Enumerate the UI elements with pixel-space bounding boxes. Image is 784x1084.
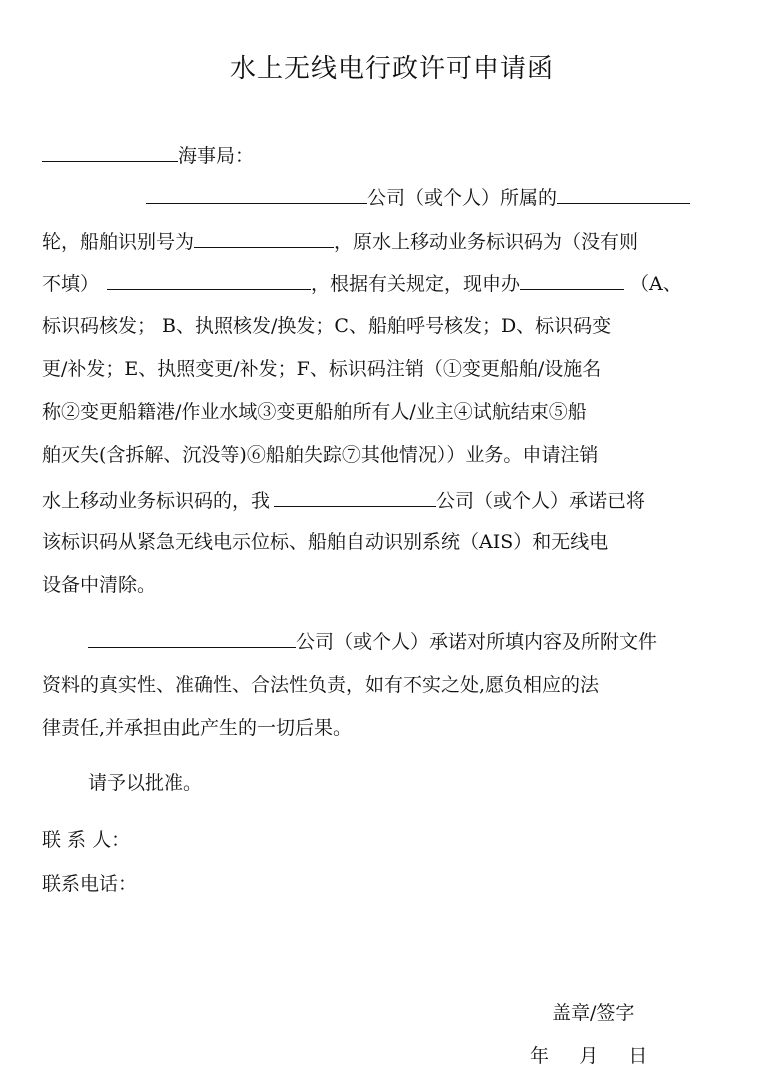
vessel-name-blank[interactable] bbox=[557, 184, 690, 204]
para1-line6: 称②变更船籍港/作业水域③变更船舶所有人/业主④试航结束⑤船 bbox=[42, 401, 587, 423]
commitment-company-blank[interactable] bbox=[88, 628, 296, 648]
para1-line1 bbox=[146, 184, 690, 210]
para1-line8 bbox=[42, 487, 645, 513]
para1-line3-text-a: 不填） bbox=[42, 273, 100, 295]
date-line: 年 月 日 bbox=[530, 1045, 648, 1067]
para1-line9: 该标识码从紧急无线电示位标、船舶自动识别系统（AIS）和无线电 bbox=[42, 531, 609, 553]
para1-line1-text: 公司（或个人）所属的 bbox=[367, 187, 558, 209]
contact-phone-label: 联系电话： bbox=[42, 873, 138, 895]
seal-signature-label: 盖章/签字 bbox=[552, 1002, 635, 1024]
para1-line3-text-c: （A、 bbox=[630, 273, 682, 295]
para1-line5: 更/补发；E、执照变更/补发；F、标识码注销（①变更船舶/设施名 bbox=[42, 358, 602, 380]
para1-line2-text-a: 轮，船舶识别号为 bbox=[42, 231, 195, 253]
para2-line1-text: 公司（或个人）承诺对所填内容及所附文件 bbox=[296, 631, 658, 653]
maritime-bureau-blank[interactable] bbox=[42, 142, 178, 162]
para2-line1 bbox=[88, 628, 657, 654]
para1-line4: 标识码核发； B、执照核发/换发；C、船舶呼号核发；D、标识码变 bbox=[42, 315, 612, 337]
para2-line3: 律责任,并承担由此产生的一切后果。 bbox=[42, 717, 353, 739]
company-blank[interactable] bbox=[146, 184, 367, 204]
para1-line8-text-a: 水上移动业务标识码的，我 bbox=[42, 490, 271, 512]
para1-line2-text-b: ，原水上移动业务标识码为（没有则 bbox=[334, 231, 639, 253]
para1-line2 bbox=[42, 228, 638, 254]
para1-line8-text-b: 公司（或个人）承诺已将 bbox=[436, 490, 646, 512]
application-type-blank[interactable] bbox=[520, 270, 624, 290]
contact-person-label: 联 系 人： bbox=[42, 829, 131, 851]
request-line: 请予以批准。 bbox=[88, 772, 203, 794]
addressee-suffix: 海事局： bbox=[178, 145, 255, 167]
para2-line2: 资料的真实性、准确性、合法性负责，如有不实之处,愿负相应的法 bbox=[42, 674, 600, 696]
cancel-company-blank[interactable] bbox=[274, 487, 436, 507]
para1-line3-text-b: ，根据有关规定，现申办 bbox=[311, 273, 521, 295]
addressee-line bbox=[42, 142, 254, 168]
para1-line10: 设备中清除。 bbox=[42, 574, 157, 596]
para1-line7: 舶灭失(含拆解、沉没等)⑥船舶失踪⑦其他情况））业务。申请注销 bbox=[42, 444, 599, 466]
ship-id-blank[interactable] bbox=[194, 228, 334, 248]
document-title: 水上无线电行政许可申请函 bbox=[229, 54, 554, 84]
original-mmsi-blank[interactable] bbox=[107, 270, 311, 290]
para1-line3 bbox=[42, 270, 682, 296]
